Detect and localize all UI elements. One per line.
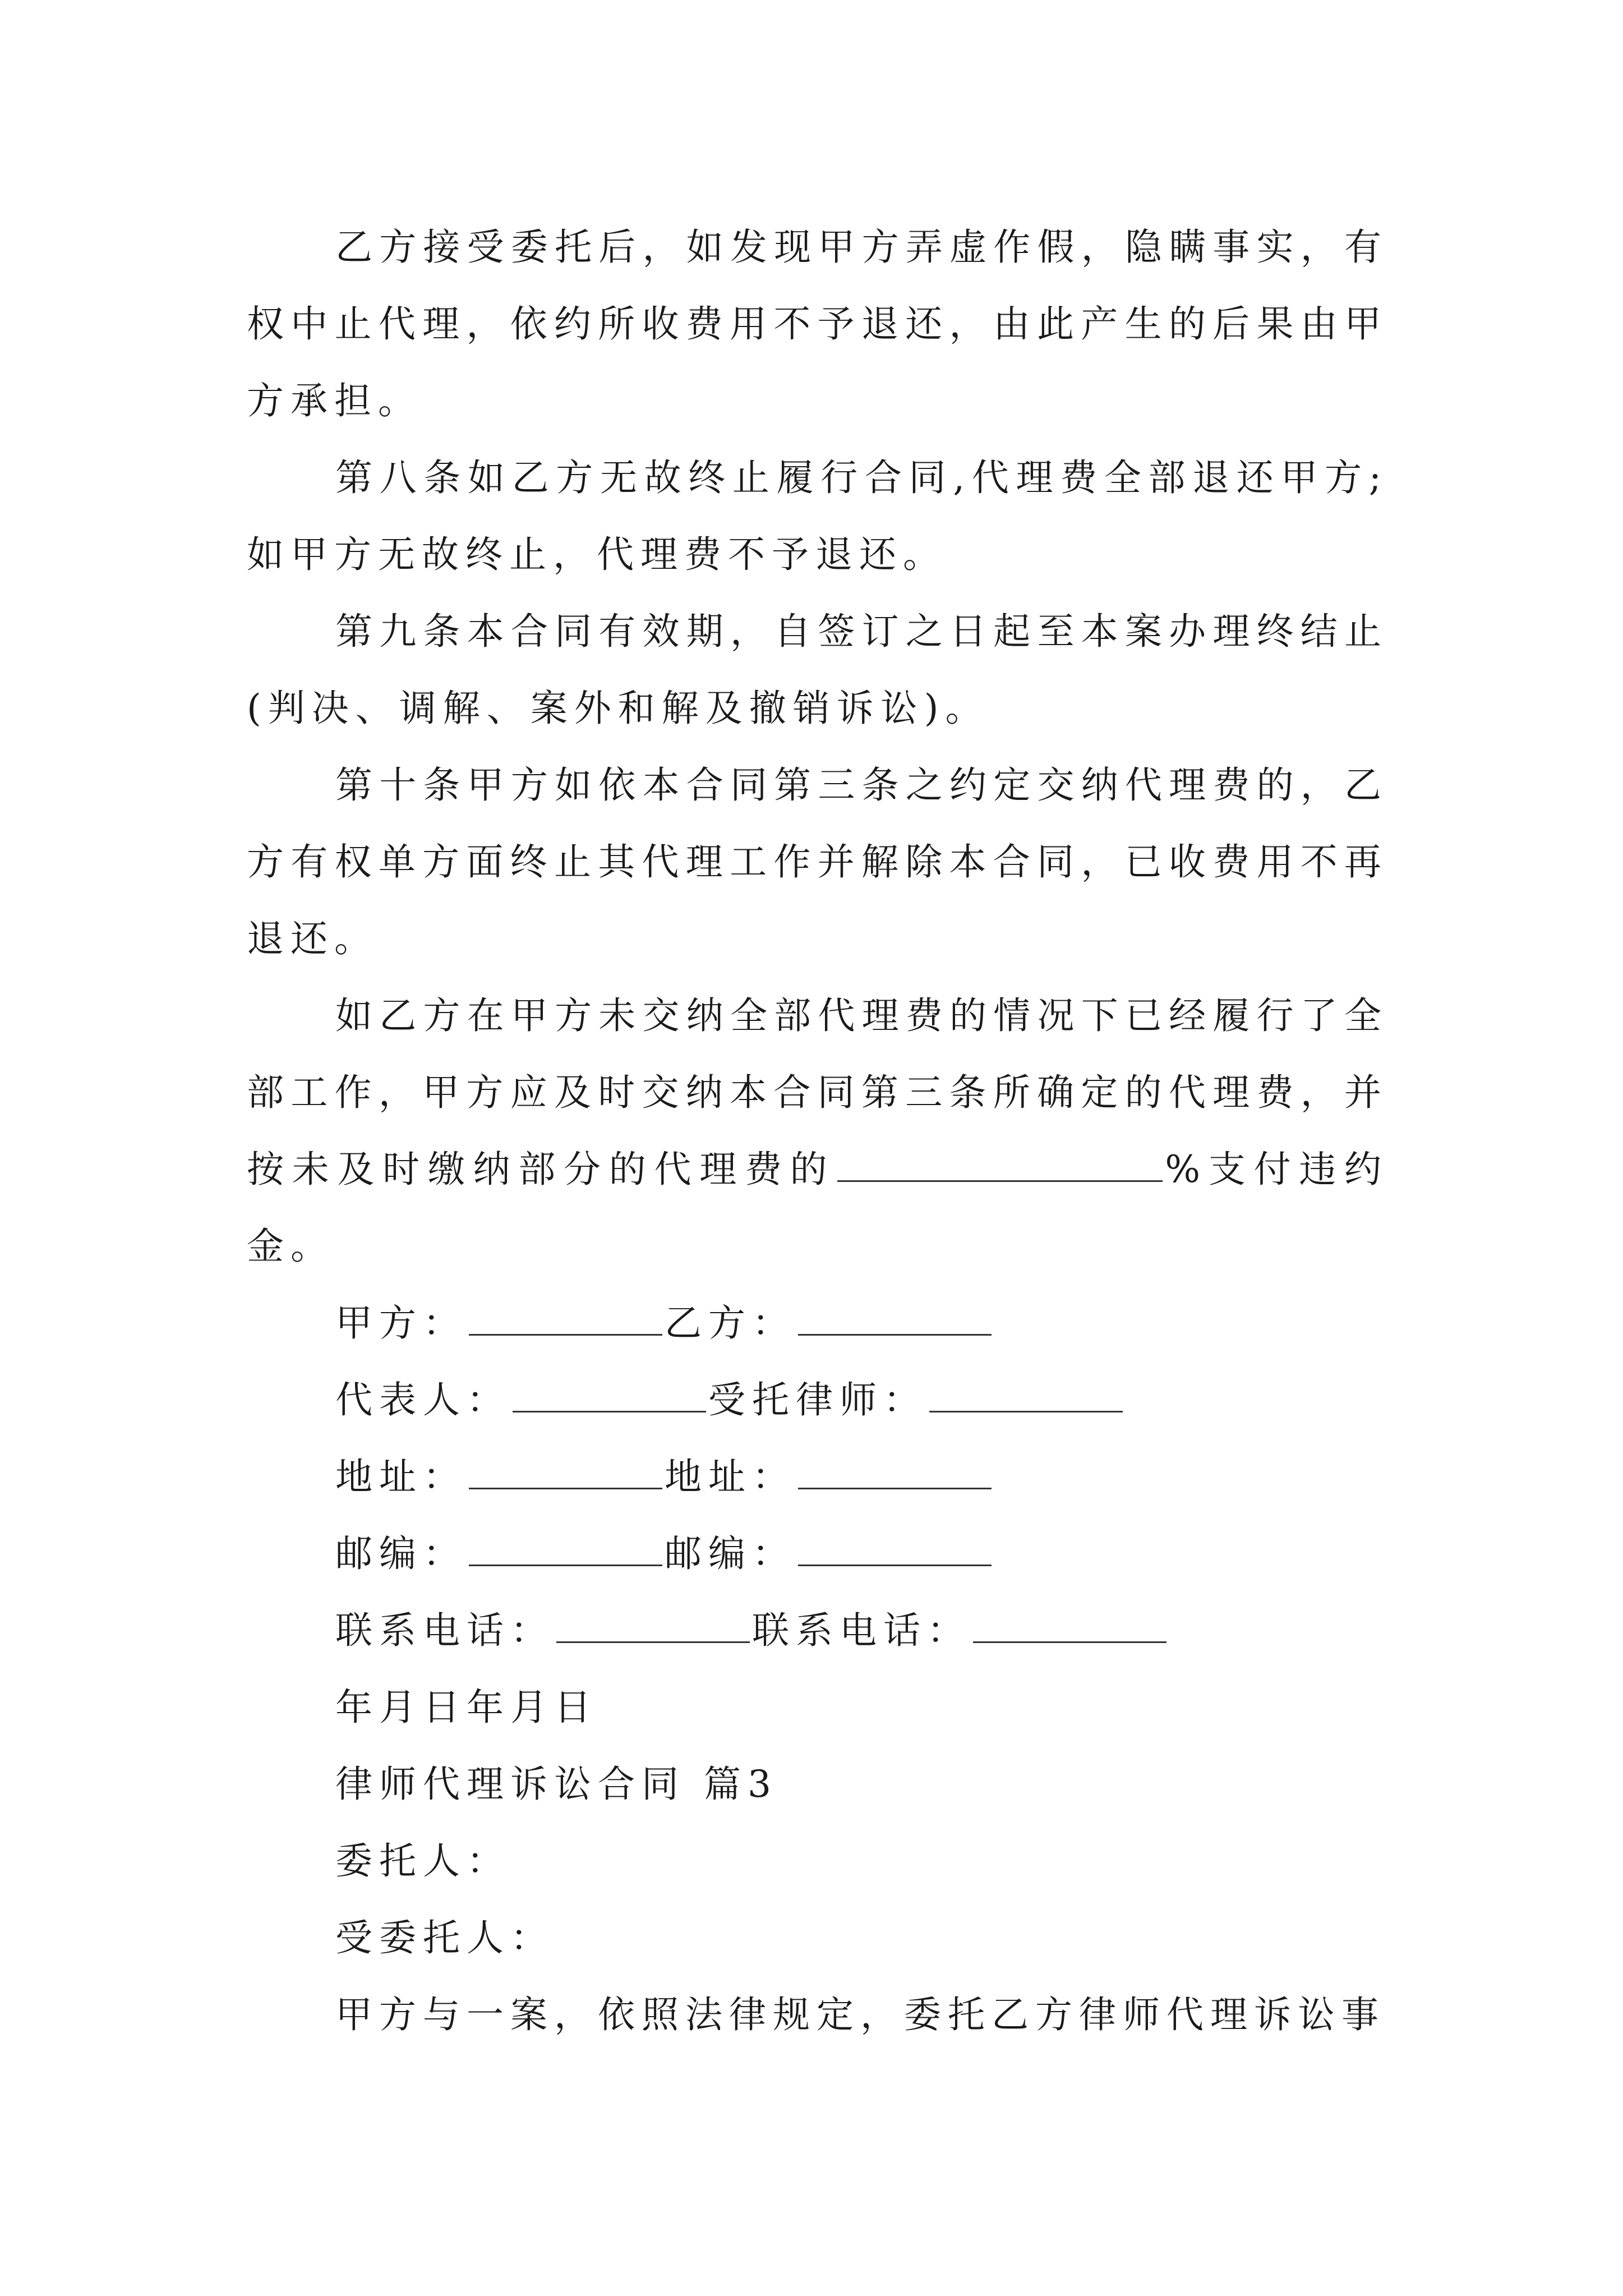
paragraph-article-9: 第九条本合同有效期，自签订之日起至本案办理终结止(判决、调解、案外和解及撤销诉讼)。 bbox=[247, 610, 1388, 730]
party-b-blank bbox=[798, 1300, 992, 1336]
address-a-blank bbox=[469, 1454, 662, 1489]
paragraph-article-10: 第十条甲方如依本合同第三条之约定交纳代理费的，乙方有权单方面终止其代理工作并解除本合同，已收费用不再退还。 bbox=[247, 763, 1388, 960]
penalty-rate-blank bbox=[837, 1147, 1163, 1182]
signature-address-line bbox=[335, 1438, 1388, 1515]
address-b-label: 地址： bbox=[665, 1455, 796, 1498]
postcode-b-blank bbox=[798, 1531, 992, 1566]
principal-label: 委托人： bbox=[335, 1839, 510, 1883]
postcode-b-label: 邮编： bbox=[665, 1532, 796, 1575]
postcode-a-label: 邮编： bbox=[335, 1532, 467, 1575]
lawyer-label: 受托律师： bbox=[708, 1378, 927, 1421]
closing-paragraph: 甲方与一案，依照法律规定，委托乙方律师代理诉讼事 bbox=[335, 1993, 1385, 2036]
party-a-label: 甲方： bbox=[335, 1301, 467, 1345]
address-a-label: 地址： bbox=[335, 1455, 467, 1498]
signature-postcode-line bbox=[335, 1515, 1388, 1592]
phone-a-label: 联系电话： bbox=[335, 1609, 554, 1652]
party-a-blank bbox=[469, 1300, 662, 1336]
section-title: 律师代理诉讼合同 篇3 bbox=[335, 1763, 778, 1806]
signature-party-line bbox=[335, 1285, 1388, 1361]
phone-a-blank bbox=[556, 1608, 750, 1643]
penalty-text-before: 如乙方在甲方未交纳全部代理费的情况下已经履行了全部工作，甲方应及时交纳本合同第三条所确定的代理费，并按未及时缴纳部分的代理费的 bbox=[247, 994, 1388, 1191]
representative-label: 代表人： bbox=[335, 1378, 510, 1421]
paragraph-penalty bbox=[247, 977, 1388, 1285]
postcode-a-blank bbox=[469, 1531, 662, 1566]
lawyer-blank bbox=[929, 1377, 1123, 1412]
paragraph-agent-termination: 乙方接受委托后，如发现甲方弄虚作假，隐瞒事实，有权中止代理，依约所收费用不予退还，由此产生的后果由甲方承担。 bbox=[247, 226, 1388, 422]
paragraph-article-8: 第八条如乙方无故终止履行合同,代理费全部退还甲方;如甲方无故终止，代理费不予退还。 bbox=[247, 456, 1388, 576]
representative-blank bbox=[513, 1377, 706, 1412]
penalty-text-after: %支付违约金。 bbox=[247, 1148, 1389, 1268]
signature-phone-line bbox=[335, 1592, 1388, 1669]
phone-b-label: 联系电话： bbox=[752, 1609, 971, 1652]
agent-label: 受委托人： bbox=[335, 1916, 554, 1959]
phone-b-blank bbox=[973, 1608, 1166, 1643]
address-b-blank bbox=[798, 1454, 992, 1489]
signature-representative-line bbox=[335, 1361, 1388, 1438]
document-body bbox=[247, 209, 1388, 2053]
signature-date-line: 年月日年月日 bbox=[335, 1686, 598, 1729]
party-b-label: 乙方： bbox=[665, 1301, 796, 1345]
